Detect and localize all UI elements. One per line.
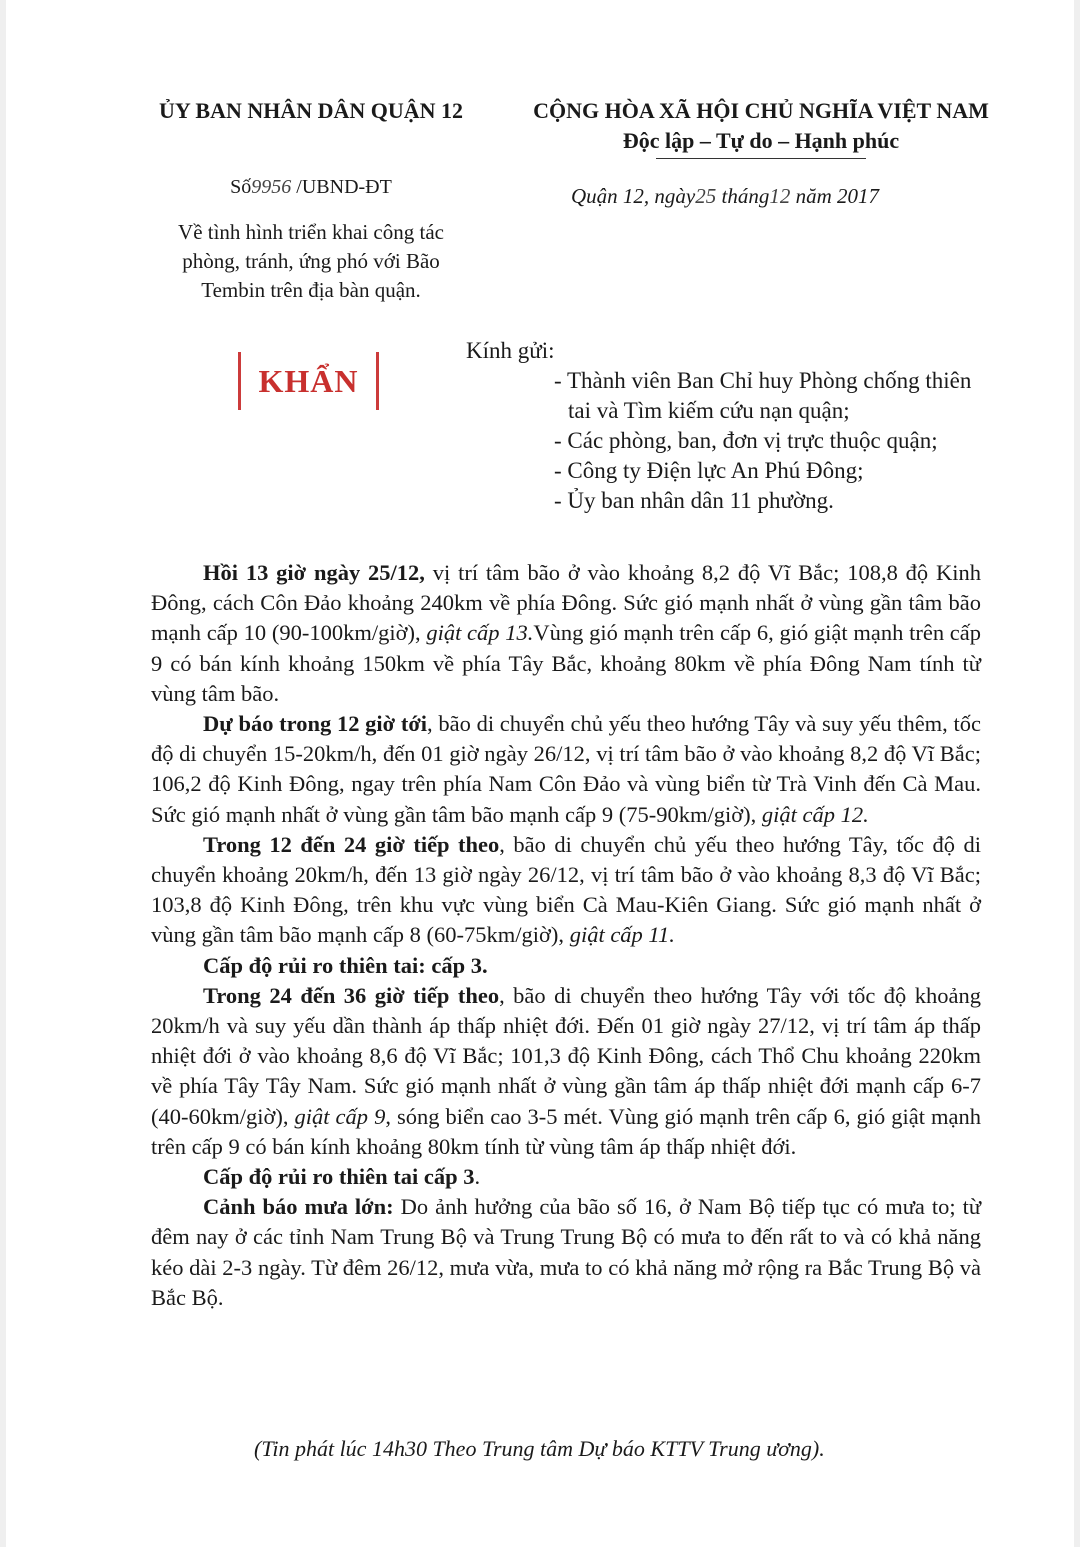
paragraph-forecast-12-24h: Trong 12 đến 24 giờ tiếp theo, bão di chuyển chủ yếu theo hướng Tây, tốc độ di chuyển khoảng 20km/h, đến 13 giờ ngày 26/12, vị trí tâm bão ở vào khoảng 8,3 độ Vĩ Bắc; 103,8 độ Kinh Đông, trên khu vực vùng biển Cà Mau-Kiên Giang. Sức gió mạnh nhất ở vùng gần tâm bão mạnh cấp 8 (60-75km/giờ), giật cấp 11.: [151, 831, 981, 948]
recipient-item: - Thành viên Ban Chỉ huy Phòng chống thiên tai và Tìm kiếm cứu nạn quận;: [554, 368, 972, 423]
subject-line: Tembin trên địa bàn quận.: [201, 278, 421, 302]
subject-line: Về tình hình triển khai công tác: [178, 220, 444, 244]
doc-number-prefix: Số: [230, 176, 252, 198]
date-place: Quận 12, ngày: [571, 184, 696, 208]
date-month-label: tháng: [721, 184, 770, 208]
source-note: (Tin phát lúc 14h30 Theo Trung tâm Dự báo KTTV Trung ương).: [254, 1436, 825, 1461]
doc-number-handwritten: 9956: [251, 176, 292, 198]
paragraph-risk-level-1: Cấp độ rủi ro thiên tai: cấp 3.: [203, 952, 488, 978]
urgent-stamp: [238, 352, 379, 410]
p1-lead: Hồi 13 giờ ngày 25/12,: [203, 560, 425, 585]
recipients-heading: Kính gửi:: [466, 338, 555, 363]
date-month-handwritten: 12: [769, 184, 791, 208]
p5-lead: Cảnh báo mưa lớn:: [203, 1194, 394, 1220]
urgent-stamp-text: KHẨN: [258, 362, 359, 399]
recipient-item: - Các phòng, ban, đơn vị trực thuộc quận;: [554, 428, 938, 453]
motto-underline: [656, 158, 866, 159]
recipient-item: - Công ty Điện lực An Phú Đông;: [554, 458, 864, 483]
document-subject: [136, 218, 486, 305]
doc-number-suffix: /UBND-ĐT: [291, 176, 392, 198]
p2-lead: Dự báo trong 12 giờ tới: [203, 711, 428, 737]
paragraph-risk-level-2: Cấp độ rủi ro thiên tai cấp 3.: [203, 1164, 481, 1190]
subject-line: phòng, tránh, ứng phó với Bão: [182, 249, 440, 273]
document-number: [136, 176, 486, 199]
document-body: [151, 558, 981, 1313]
date-day-handwritten: 25: [695, 184, 717, 208]
paragraph-forecast-24-36h: Trong 24 đến 36 giờ tiếp theo, bão di chuyển theo hướng Tây với tốc độ khoảng 20km/h và suy yếu dần thành áp thấp nhiệt đới. Đến 01 giờ ngày 27/12, vị trí tâm áp thấp nhiệt đới ở vào khoảng 8,6 độ Vĩ Bắc; 101,3 độ Kinh Đông, cách Thổ Chu khoảng 220km về phía Tây Tây Nam. Sức gió mạnh nhất ở vùng gần tâm áp thấp nhiệt đới mạnh cấp 6-7 (40-60km/giờ), giật cấp 9, sóng biển cao 3-5 mét. Vùng gió mạnh trên cấp 6, gió giật mạnh trên cấp 9 có bán kính khoảng 80km tính từ vùng tâm áp thấp nhiệt đới.: [151, 982, 981, 1159]
paragraph-forecast-12h: Dự báo trong 12 giờ tới, bão di chuyển chủ yếu theo hướng Tây và suy yếu thêm, tốc độ di chuyển 15-20km/h, đến 01 giờ ngày 26/12, vị trí tâm bão ở vào khoảng 8,2 độ Vĩ Bắc; 106,2 độ Kinh Đông, ngay trên phía Nam Côn Đảo và vùng biển từ Trà Vinh đến Cà Mau. Sức gió mạnh nhất ở vùng gần tâm bão mạnh cấp 9 (75-90km/giờ), giật cấp 12.: [151, 711, 982, 827]
recipient-item: - Ủy ban nhân dân 11 phường.: [554, 488, 834, 513]
p3-lead: Trong 12 đến 24 giờ tiếp theo: [203, 831, 500, 857]
paragraph-heavy-rain-warning: Cảnh báo mưa lớn: Do ảnh hưởng của bão số 16, ở Nam Bộ tiếp tục có mưa to; từ đêm nay ở các tỉnh Nam Trung Bộ và Trung Trung Bộ có mưa to đến rất to và có khả năng kéo dài 2-3 ngày. Từ đêm 26/12, mưa vừa, mưa to có khả năng mở rộng ra Bắc Trung Bộ và Bắc Bộ.: [151, 1194, 982, 1310]
place-and-date: [571, 184, 971, 209]
paragraph-current-position: Hồi 13 giờ ngày 25/12, vị trí tâm bão ở vào khoảng 8,2 độ Vĩ Bắc; 108,8 độ Kinh Đông, cách Côn Đảo khoảng 240km về phía Đông. Sức gió mạnh nhất ở vùng gần tâm bão mạnh cấp 10 (90-100km/giờ), giật cấp 13.Vùng gió mạnh trên cấp 6, gió giật mạnh trên cấp 9 có bán kính khoảng 150km về phía Tây Bắc, khoảng 80km về phía Đông Nam tính từ vùng tâm bão.: [151, 560, 982, 706]
issuing-organization: ỦY BAN NHÂN DÂN QUẬN 12: [158, 98, 464, 123]
national-title: CỘNG HÒA XÃ HỘI CHỦ NGHĨA VIỆT NAM: [533, 98, 989, 123]
date-year: năm 2017: [795, 184, 880, 208]
p4-lead: Trong 24 đến 36 giờ tiếp theo: [203, 982, 500, 1008]
national-motto: Độc lập – Tự do – Hạnh phúc: [622, 128, 900, 153]
recipients-list: [554, 366, 999, 516]
